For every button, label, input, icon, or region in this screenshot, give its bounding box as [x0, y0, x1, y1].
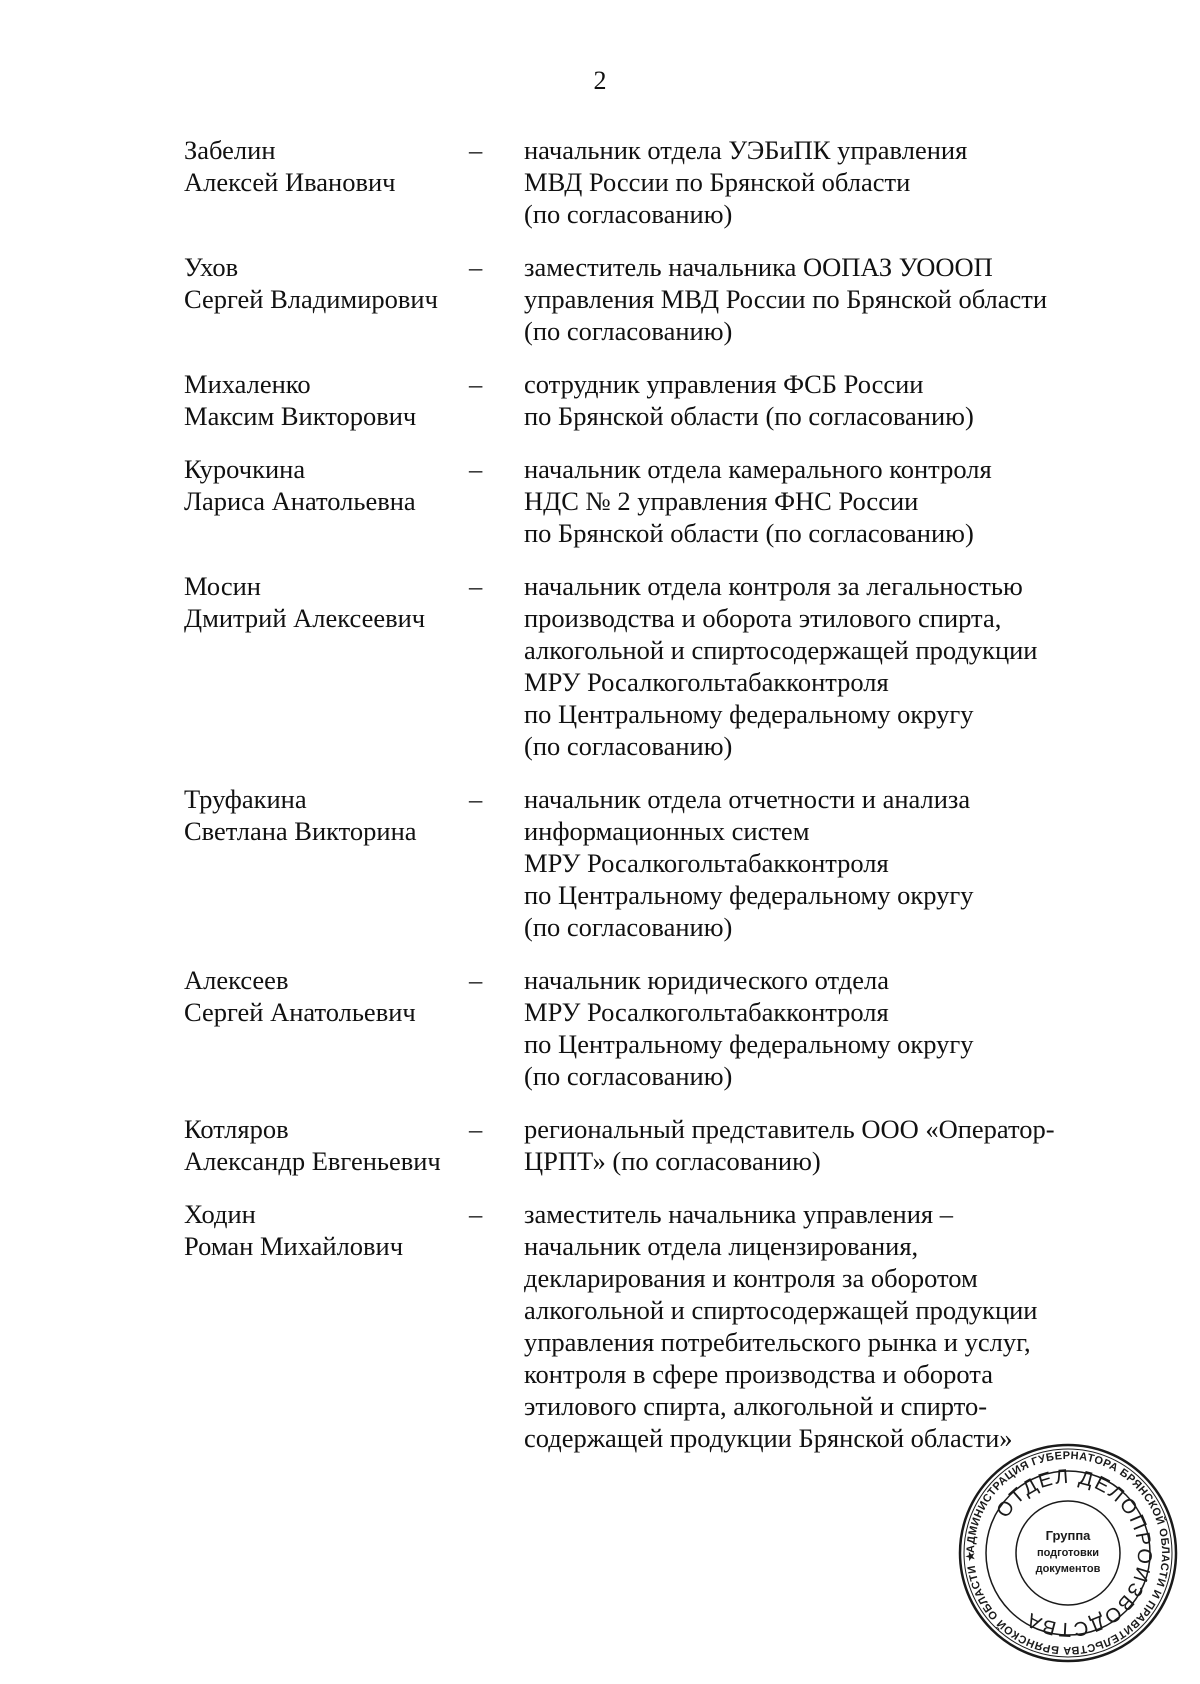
member-role-line: содержащей продукции Брянской области»: [524, 1423, 1013, 1453]
member-name-line: Алексей Иванович: [184, 167, 396, 197]
member-entry: [184, 964, 1124, 1092]
member-entry: [184, 1113, 1124, 1177]
member-role-line: (по согласованию): [524, 1061, 733, 1091]
member-role-line: контроля в сфере производства и оборота: [524, 1359, 993, 1389]
dash-separator: –: [469, 1199, 483, 1229]
dash-separator: –: [469, 135, 483, 165]
member-name: [184, 368, 469, 432]
member-name-line: Лариса Анатольевна: [184, 486, 416, 516]
member-role-line: по Центральному федеральному округу: [524, 699, 974, 729]
member-name-line: Забелин: [184, 135, 276, 165]
member-name-line: Ходин: [184, 1199, 256, 1229]
member-name-line: Александр Евгеньевич: [184, 1146, 441, 1176]
member-name-line: Дмитрий Алексеевич: [184, 603, 426, 633]
member-role: [524, 251, 1124, 347]
member-name: [184, 453, 469, 549]
member-role: [524, 1113, 1124, 1177]
member-role-line: производства и оборота этилового спирта,: [524, 603, 1002, 633]
seal-middle-text: ОТДЕЛ ДЕЛОПРОИЗВОДСТВА: [992, 1465, 1156, 1641]
member-role-line: начальник отдела камерального контроля: [524, 454, 992, 484]
member-role: [524, 783, 1124, 943]
member-entry: [184, 570, 1124, 762]
member-role-line: МВД России по Брянской области: [524, 167, 911, 197]
member-name-line: Максим Викторович: [184, 401, 417, 431]
members-list: [184, 134, 1124, 1475]
member-role: [524, 964, 1124, 1092]
member-role-line: МРУ Росалкогольтабакконтроля: [524, 667, 889, 697]
member-name: [184, 570, 469, 762]
official-seal: [957, 1442, 1179, 1664]
member-role-line: (по согласованию): [524, 199, 733, 229]
member-entry: [184, 1198, 1124, 1454]
member-role-line: (по согласованию): [524, 316, 733, 346]
member-name: [184, 251, 469, 347]
member-role-line: начальник отдела лицензирования,: [524, 1231, 919, 1261]
member-role-line: начальник юридического отдела: [524, 965, 890, 995]
member-entry: [184, 251, 1124, 347]
member-role-line: по Центральному федеральному округу: [524, 880, 974, 910]
member-name-line: Алексеев: [184, 965, 289, 995]
member-role-line: сотрудник управления ФСБ России: [524, 369, 924, 399]
dash-separator: –: [469, 1114, 483, 1144]
dash-separator: –: [469, 252, 483, 282]
member-role-line: заместитель начальника управления –: [524, 1199, 953, 1229]
member-role-line: (по согласованию): [524, 731, 733, 761]
dash-separator: –: [469, 965, 483, 995]
member-name-line: Роман Михайлович: [184, 1231, 404, 1261]
member-role-line: МРУ Росалкогольтабакконтроля: [524, 997, 889, 1027]
member-role-line: алкогольной и спиртосодержащей продукции: [524, 1295, 1038, 1325]
member-name: [184, 783, 469, 943]
seal-outer-text: АДМИНИСТРАЦИЯ ГУБЕРНАТОРА БРЯНСКОЙ ОБЛАСТИ И ПРАВИТЕЛЬСТВА БРЯНСКОЙ ОБЛАСТИ ★: [964, 1449, 1172, 1657]
member-role-line: ЦРПТ» (по согласованию): [524, 1146, 821, 1176]
member-role-line: МРУ Росалкогольтабакконтроля: [524, 848, 889, 878]
member-name-line: Сергей Владимирович: [184, 284, 438, 314]
member-role-line: (по согласованию): [524, 912, 733, 942]
member-name-line: Мосин: [184, 571, 261, 601]
member-entry: [184, 453, 1124, 549]
member-role-line: управления МВД России по Брянской области: [524, 284, 1048, 314]
member-role-line: начальник отдела отчетности и анализа: [524, 784, 971, 814]
dash-separator: –: [469, 571, 483, 601]
member-entry: [184, 368, 1124, 432]
member-name-line: Ухов: [184, 252, 239, 282]
member-role-line: заместитель начальника ООПАЗ УОООП: [524, 252, 993, 282]
seal-center-line-1: Группа: [1045, 1528, 1091, 1543]
member-role-line: начальник отдела УЭБиПК управления: [524, 135, 968, 165]
member-role-line: алкогольной и спиртосодержащей продукции: [524, 635, 1038, 665]
member-name-line: Сергей Анатольевич: [184, 997, 416, 1027]
member-name-line: Михаленко: [184, 369, 311, 399]
member-name-line: Курочкина: [184, 454, 306, 484]
member-role-line: информационных систем: [524, 816, 810, 846]
dash-separator: –: [469, 369, 483, 399]
member-name: [184, 1198, 469, 1454]
member-role: [524, 1198, 1124, 1454]
member-name: [184, 1113, 469, 1177]
member-role-line: декларирования и контроля за оборотом: [524, 1263, 978, 1293]
seal-center-line-3: документов: [1035, 1563, 1101, 1575]
member-role-line: по Брянской области (по согласованию): [524, 401, 974, 431]
member-name: [184, 964, 469, 1092]
member-role: [524, 368, 1124, 432]
member-name-line: Котляров: [184, 1114, 289, 1144]
member-entry: [184, 783, 1124, 943]
member-entry: [184, 134, 1124, 230]
member-role: [524, 570, 1124, 762]
member-role: [524, 134, 1124, 230]
page-number: 2: [593, 66, 607, 95]
member-role: [524, 453, 1124, 549]
member-role-line: управления потребительского рынка и услуг,: [524, 1327, 1031, 1357]
member-role-line: НДС № 2 управления ФНС России: [524, 486, 919, 516]
dash-separator: –: [469, 784, 483, 814]
member-role-line: по Центральному федеральному округу: [524, 1029, 974, 1059]
member-name-line: Труфакина: [184, 784, 307, 814]
member-name: [184, 134, 469, 230]
member-role-line: начальник отдела контроля за легальностью: [524, 571, 1023, 601]
member-role-line: этилового спирта, алкогольной и спирто-: [524, 1391, 988, 1421]
member-role-line: региональный представитель ООО «Оператор-: [524, 1114, 1055, 1144]
member-role-line: по Брянской области (по согласованию): [524, 518, 974, 548]
dash-separator: –: [469, 454, 483, 484]
member-name-line: Светлана Викторина: [184, 816, 417, 846]
seal-center-line-2: подготовки: [1036, 1547, 1100, 1559]
